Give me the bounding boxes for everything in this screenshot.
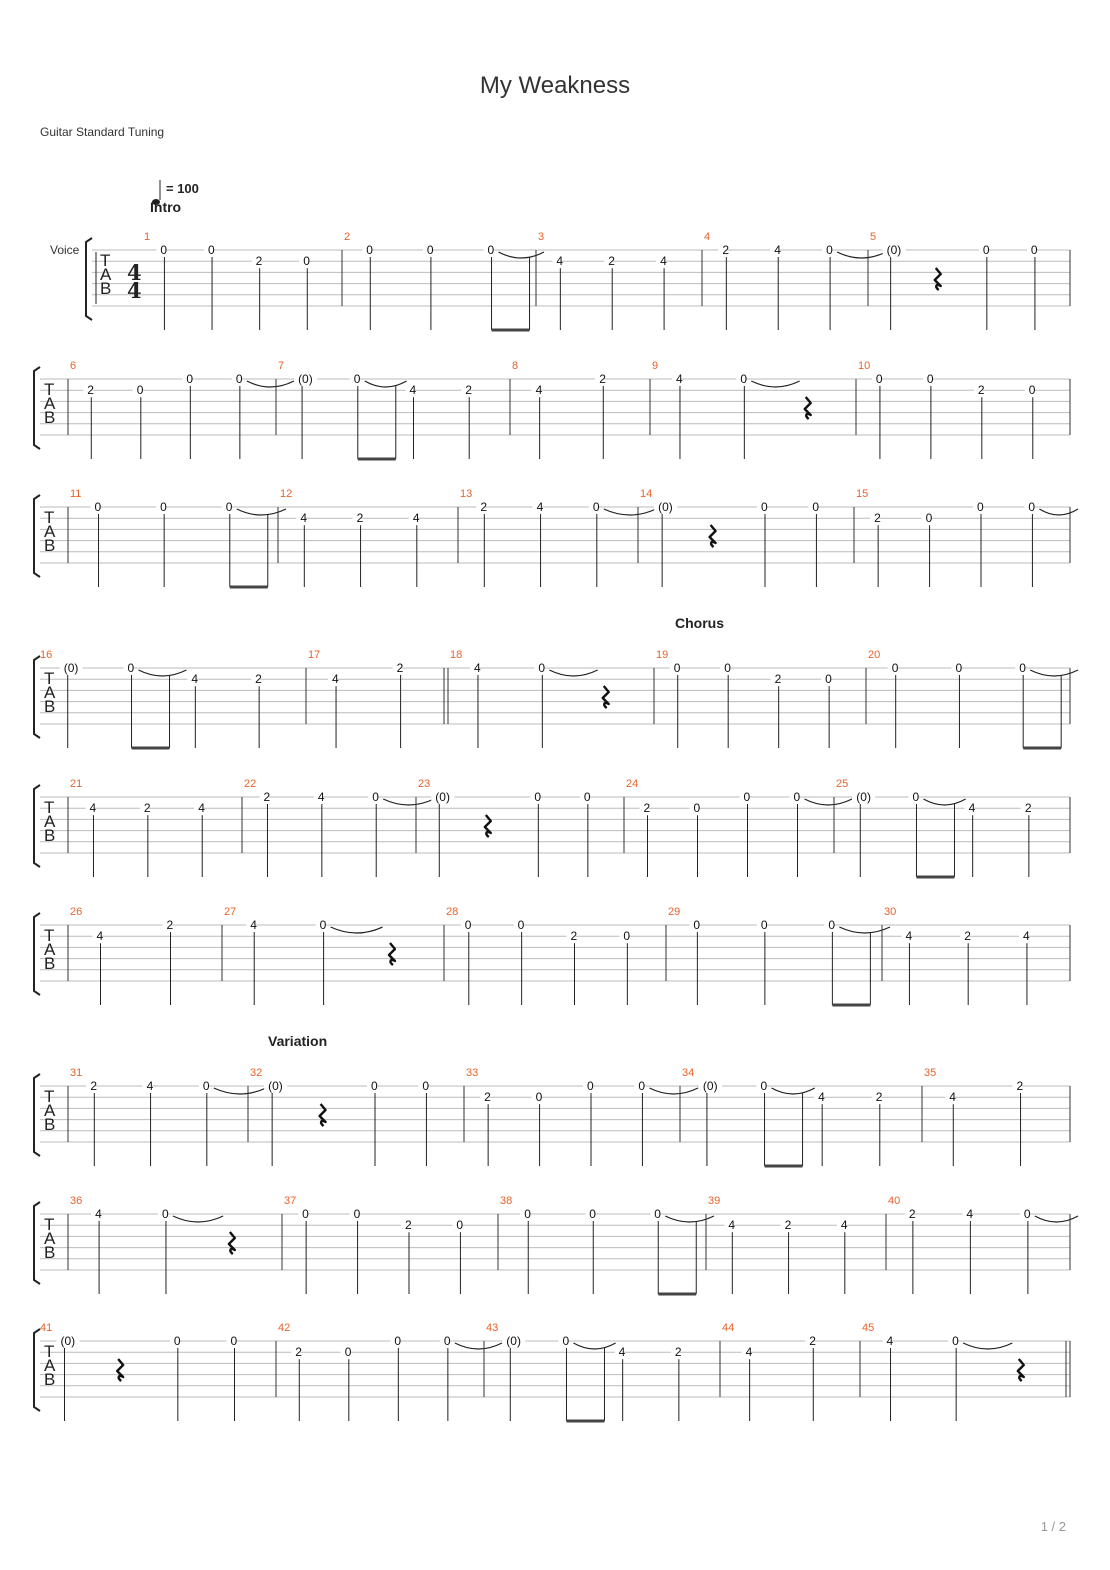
fret-number: 0 — [587, 1079, 594, 1093]
measure-number: 31 — [70, 1067, 83, 1079]
fret-number: 0 — [760, 1079, 768, 1093]
fret-number: 2 — [874, 511, 881, 526]
quarter-rest — [710, 525, 716, 547]
fret-number: 4 — [840, 1218, 848, 1233]
measure-number: 12 — [280, 488, 293, 500]
tie-arc — [604, 509, 656, 515]
tab-clef-letter: T — [44, 508, 55, 527]
tie-arc — [549, 670, 597, 676]
fret-number: 0 — [426, 243, 434, 257]
fret-number: 2 — [977, 383, 985, 398]
fret-number: 4 — [300, 511, 307, 526]
fret-number: 2 — [263, 790, 271, 804]
tab-clef-letter: A — [44, 812, 56, 831]
fret-number: 4 — [618, 1345, 626, 1360]
tie-arc — [772, 1088, 815, 1094]
fret-number: 4 — [675, 372, 683, 386]
tab-clef-letter: B — [44, 1243, 56, 1262]
fret-number: 2 — [90, 1079, 97, 1093]
tab-clef-letter: A — [44, 394, 56, 413]
fret-number: 0 — [724, 661, 731, 675]
tie-arc — [649, 1088, 698, 1094]
tie-arc — [837, 252, 886, 258]
fret-number: 0 — [202, 1079, 210, 1093]
fret-number: 0 — [94, 500, 102, 514]
fret-number: 4 — [535, 383, 543, 398]
fret-number: (0) — [435, 790, 450, 804]
fret-number: 2 — [255, 254, 263, 269]
fret-number: 4 — [886, 1334, 894, 1348]
measure-number: 15 — [856, 488, 869, 500]
fret-number: 4 — [250, 918, 257, 932]
fret-number: 2 — [465, 383, 472, 398]
fret-number: 2 — [405, 1218, 412, 1233]
time-signature-denominator: 4 — [127, 278, 142, 303]
measure-number: 10 — [858, 360, 871, 372]
measure-number: 5 — [870, 231, 877, 243]
fret-number: 2 — [87, 383, 94, 398]
fret-number: 2 — [964, 929, 971, 944]
tab-clef-letter: A — [44, 1101, 56, 1120]
fret-number: 2 — [484, 1090, 491, 1105]
quarter-rest — [229, 1232, 235, 1254]
measure-number: 24 — [626, 778, 639, 790]
fret-number: 0 — [443, 1334, 451, 1348]
fret-number: 4 — [905, 929, 913, 944]
tab-clef-letter: A — [44, 683, 56, 702]
measure-number: 14 — [640, 488, 653, 500]
fret-number: 4 — [745, 1345, 753, 1360]
fret-number: 2 — [608, 254, 615, 269]
measure-number: 4 — [704, 231, 711, 243]
fret-number: 0 — [623, 929, 631, 944]
fret-number: 0 — [952, 1334, 959, 1348]
tie-arc — [1030, 670, 1078, 676]
fret-number: 4 — [728, 1218, 735, 1233]
measure-number: 9 — [652, 360, 659, 372]
fret-number: 4 — [556, 254, 564, 269]
fret-number: 4 — [536, 500, 544, 514]
tie-arc — [499, 252, 544, 258]
fret-number: 2 — [570, 929, 578, 944]
tab-clef-letter: B — [44, 1115, 56, 1134]
fret-number: 0 — [230, 1334, 238, 1348]
tab-clef-letter: T — [44, 669, 55, 688]
fret-number: 0 — [562, 1334, 570, 1348]
system-brace — [34, 785, 40, 867]
fret-number: 0 — [366, 243, 373, 257]
measure-number: 42 — [278, 1322, 291, 1334]
measure-number: 11 — [70, 488, 82, 500]
time-signature-numerator: 4 — [127, 260, 142, 285]
system-brace — [34, 495, 40, 577]
fret-number: 2 — [480, 500, 487, 514]
fret-number: 0 — [372, 790, 379, 804]
fret-number: 0 — [693, 918, 701, 932]
tie-arc — [923, 799, 965, 805]
fret-number: 0 — [319, 918, 327, 932]
fret-number: 0 — [592, 500, 600, 514]
tab-clef-letter: A — [44, 1356, 56, 1375]
fret-number: 2 — [875, 1090, 883, 1105]
fret-number: 0 — [1028, 383, 1036, 398]
fret-number: (0) — [60, 1334, 76, 1348]
fret-number: 4 — [473, 661, 481, 675]
measure-number: 26 — [70, 906, 83, 918]
tab-clef-letter: T — [44, 926, 55, 945]
fret-number: 2 — [1016, 1079, 1024, 1093]
measure-number: 41 — [40, 1322, 53, 1334]
fret-number: 0 — [1019, 661, 1026, 675]
track-name-label: Voice — [50, 243, 80, 257]
fret-number: 4 — [949, 1090, 956, 1105]
fret-number: 4 — [1022, 929, 1030, 944]
fret-number: 0 — [654, 1207, 661, 1221]
fret-number: 0 — [208, 243, 215, 257]
fret-number: 0 — [589, 1207, 596, 1221]
fret-number: 4 — [966, 1207, 974, 1221]
tie-arc — [247, 381, 294, 387]
fret-number: 4 — [96, 929, 104, 944]
fret-number: 0 — [825, 672, 832, 687]
measure-number: 13 — [460, 488, 473, 500]
fret-number: (0) — [702, 1079, 718, 1093]
fret-number: (0) — [63, 661, 79, 675]
fret-number: (0) — [506, 1334, 521, 1348]
tab-clef-letter: A — [44, 522, 56, 541]
measure-number: 37 — [284, 1195, 297, 1207]
measure-number: 29 — [668, 906, 681, 918]
fret-number: 4 — [968, 801, 976, 816]
fret-number: 2 — [396, 661, 404, 675]
fret-number: 0 — [693, 801, 701, 816]
fret-number: 0 — [793, 790, 801, 804]
fret-number: 4 — [409, 383, 417, 398]
fret-number: 0 — [186, 372, 194, 386]
quarter-rest — [935, 268, 941, 290]
fret-number: 0 — [524, 1207, 531, 1221]
fret-number: 2 — [774, 672, 782, 687]
fret-number: 2 — [784, 1218, 792, 1233]
score-title: My Weakness — [479, 72, 631, 99]
tab-clef-letter: B — [44, 954, 56, 973]
fret-number: 0 — [740, 372, 748, 386]
tab-clef-letter: B — [44, 536, 56, 555]
measure-number: 36 — [70, 1195, 83, 1207]
quarter-rest — [485, 815, 491, 837]
measure-number: 7 — [278, 360, 285, 372]
fret-number: 2 — [599, 372, 606, 386]
fret-number: 2 — [674, 1345, 682, 1360]
tie-arc — [665, 1216, 714, 1222]
fret-number: 0 — [127, 661, 135, 675]
system-brace — [34, 367, 40, 449]
measure-number: 44 — [722, 1322, 735, 1334]
tie-arc — [331, 927, 383, 933]
measure-number: 27 — [224, 906, 237, 918]
quarter-rest — [117, 1359, 123, 1381]
measure-number: 17 — [308, 649, 321, 661]
fret-number: 0 — [464, 918, 472, 932]
fret-number: 2 — [722, 243, 730, 257]
fret-number: 0 — [1028, 500, 1036, 514]
fret-number: 0 — [925, 511, 933, 526]
measure-number: 40 — [888, 1195, 901, 1207]
tab-clef-letter: T — [44, 1342, 55, 1361]
tie-arc — [1035, 1216, 1078, 1222]
measure-number: 8 — [512, 360, 519, 372]
quarter-rest — [320, 1104, 326, 1126]
fret-number: 4 — [317, 790, 325, 804]
tie-arc — [805, 799, 853, 805]
measure-number: 35 — [924, 1067, 937, 1079]
fret-number: (0) — [886, 243, 902, 257]
tie-arc — [139, 670, 187, 676]
tie-arc — [963, 1343, 1012, 1349]
fret-number: 0 — [235, 372, 243, 386]
fret-number: 4 — [191, 672, 199, 687]
tie-arc — [751, 381, 799, 387]
tempo-marking: = 100 — [166, 181, 199, 196]
measure-number: 43 — [486, 1322, 499, 1334]
fret-number: 0 — [743, 790, 751, 804]
fret-number: 2 — [143, 801, 151, 816]
tie-arc — [173, 1216, 223, 1222]
measure-number: 39 — [708, 1195, 721, 1207]
tie-arc — [365, 381, 407, 387]
fret-number: 4 — [198, 801, 205, 816]
fret-number: 0 — [344, 1345, 352, 1360]
fret-number: 0 — [760, 918, 768, 932]
fret-number: 0 — [394, 1334, 402, 1348]
fret-number: 2 — [1024, 801, 1032, 816]
fret-number: 0 — [161, 1207, 169, 1221]
system-brace — [34, 656, 40, 738]
fret-number: 4 — [332, 672, 339, 687]
fret-number: 4 — [412, 511, 420, 526]
measure-number: 6 — [70, 360, 77, 372]
system-brace — [34, 1202, 40, 1284]
measure-number: 22 — [244, 778, 257, 790]
measure-number: 16 — [40, 649, 53, 661]
fret-number: 2 — [166, 918, 174, 932]
tab-clef-letter: T — [44, 798, 55, 817]
fret-number: 0 — [303, 254, 310, 269]
fret-number: (0) — [658, 500, 673, 514]
fret-number: 0 — [456, 1218, 464, 1233]
tab-clef-letter: A — [44, 940, 56, 959]
fret-number: 0 — [173, 1334, 181, 1348]
fret-number: (0) — [298, 372, 313, 386]
fret-number: 0 — [761, 500, 768, 514]
fret-number: 0 — [982, 243, 990, 257]
measure-number: 2 — [344, 231, 351, 243]
system-brace — [34, 1329, 40, 1411]
fret-number: 0 — [955, 661, 963, 675]
fret-number: (0) — [856, 790, 871, 804]
fret-number: 2 — [643, 801, 651, 816]
fret-number: 0 — [353, 372, 361, 386]
fret-number: 0 — [538, 661, 546, 675]
fret-number: 0 — [638, 1079, 646, 1093]
fret-number: 4 — [818, 1090, 825, 1105]
fret-number: 4 — [89, 801, 97, 816]
tie-arc — [214, 1088, 266, 1094]
fret-number: 0 — [1023, 1207, 1031, 1221]
measure-number: 19 — [656, 649, 669, 661]
measure-number: 25 — [836, 778, 849, 790]
fret-number: 0 — [160, 500, 167, 514]
fret-number: 2 — [356, 511, 364, 526]
fret-number: 2 — [295, 1345, 302, 1360]
section-label: Intro — [150, 199, 182, 215]
fret-number: 0 — [302, 1207, 309, 1221]
measure-number: 30 — [884, 906, 897, 918]
fret-number: 0 — [812, 500, 820, 514]
fret-number: 0 — [826, 243, 833, 257]
tab-clef-letter: B — [44, 697, 56, 716]
fret-number: 0 — [371, 1079, 378, 1093]
tab-clef-letter: B — [44, 826, 56, 845]
tab-clef-letter: B — [44, 408, 56, 427]
fret-number: 4 — [146, 1079, 154, 1093]
measure-number: 1 — [144, 231, 151, 243]
fret-number: 0 — [912, 790, 920, 804]
fret-number: 0 — [136, 383, 144, 398]
measure-number: 20 — [868, 649, 881, 661]
tuning-label: Guitar Standard Tuning — [40, 125, 165, 139]
section-label: Variation — [268, 1033, 328, 1049]
quarter-rest — [603, 686, 609, 708]
measure-number: 38 — [500, 1195, 513, 1207]
fret-number: 0 — [673, 661, 681, 675]
fret-number: 4 — [774, 243, 781, 257]
measure-number: 18 — [450, 649, 463, 661]
measure-number: 45 — [862, 1322, 875, 1334]
tab-clef-letter: A — [100, 265, 112, 284]
fret-number: 0 — [517, 918, 525, 932]
tab-clef-letter: T — [44, 380, 55, 399]
system-brace — [34, 913, 40, 995]
fret-number: 2 — [255, 672, 262, 687]
fret-number: 0 — [583, 790, 591, 804]
quarter-rest — [389, 943, 395, 965]
fret-number: 0 — [160, 243, 168, 257]
measure-number: 21 — [70, 778, 83, 790]
fret-number: 0 — [535, 1090, 543, 1105]
fret-number: 0 — [422, 1079, 430, 1093]
measure-number: 3 — [538, 231, 545, 243]
tab-clef-letter: B — [100, 279, 112, 298]
fret-number: 0 — [977, 500, 984, 514]
section-label: Chorus — [675, 615, 724, 631]
tab-clef-letter: T — [44, 1087, 55, 1106]
fret-number: (0) — [268, 1079, 283, 1093]
fret-number: 2 — [809, 1334, 816, 1348]
quarter-rest — [1018, 1359, 1024, 1381]
fret-number: 4 — [95, 1207, 102, 1221]
tab-clef-letter: T — [100, 251, 111, 270]
fret-number: 0 — [828, 918, 836, 932]
page-indicator: 1 / 2 — [1040, 1519, 1066, 1534]
fret-number: 0 — [353, 1207, 361, 1221]
measure-number: 33 — [466, 1067, 479, 1079]
tie-arc — [455, 1343, 502, 1349]
tie-arc — [1039, 509, 1078, 515]
fret-number: 4 — [660, 254, 667, 269]
measure-number: 34 — [682, 1067, 695, 1079]
tab-clef-letter: B — [44, 1370, 56, 1389]
tab-clef-letter: T — [44, 1215, 55, 1234]
fret-number: 0 — [875, 372, 883, 386]
fret-number: 0 — [926, 372, 934, 386]
system-brace — [34, 1074, 40, 1156]
fret-number: 0 — [1030, 243, 1038, 257]
fret-number: 0 — [487, 243, 495, 257]
fret-number: 0 — [225, 500, 233, 514]
fret-number: 0 — [534, 790, 542, 804]
tab-clef-letter: A — [44, 1229, 56, 1248]
tie-arc — [237, 509, 286, 515]
system-brace — [86, 238, 92, 320]
measure-number: 32 — [250, 1067, 263, 1079]
tie-arc — [573, 1343, 615, 1349]
fret-number: 0 — [891, 661, 899, 675]
fret-number: 2 — [908, 1207, 916, 1221]
tie-arc — [383, 799, 434, 805]
measure-number: 23 — [418, 778, 431, 790]
quarter-rest — [805, 397, 811, 419]
measure-number: 28 — [446, 906, 459, 918]
